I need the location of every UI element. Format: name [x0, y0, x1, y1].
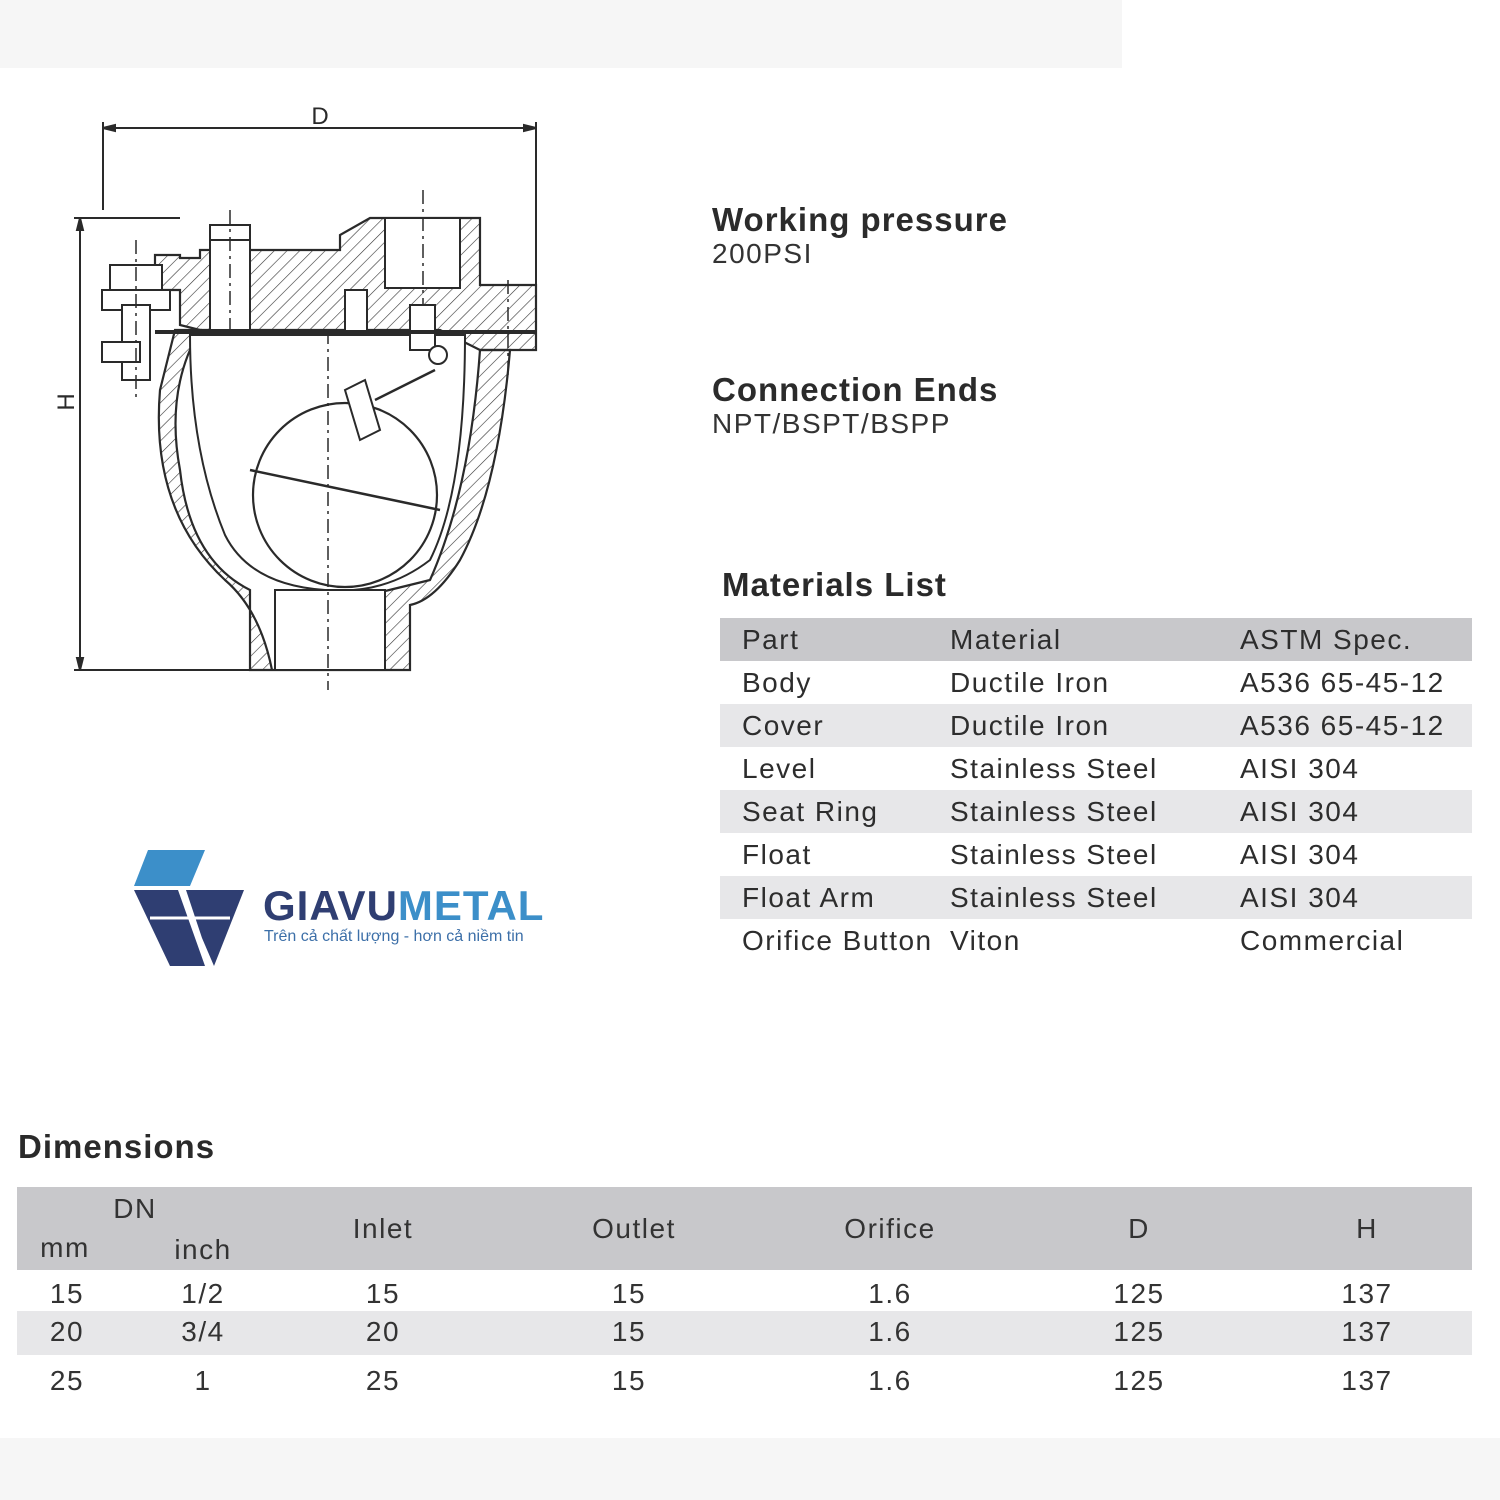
part-cell: Orifice Button — [742, 924, 933, 956]
part-cell: Float Arm — [720, 876, 950, 919]
table-row — [17, 1360, 1472, 1404]
material-cell: Stainless Steel — [950, 752, 1158, 784]
bottom-band — [0, 1438, 1500, 1500]
material-cell: Viton — [950, 924, 1021, 956]
astm-cell: AISI 304 — [1240, 838, 1360, 870]
spec-connection-ends — [712, 372, 998, 440]
d-cell: 125 — [1113, 1278, 1165, 1309]
table-row — [17, 1311, 1472, 1355]
company-logo — [130, 848, 570, 968]
top-band — [0, 0, 1122, 68]
header-inlet: Inlet — [352, 1213, 414, 1244]
part-cell: Body — [742, 666, 812, 698]
header-mm: mm — [40, 1232, 90, 1263]
header-material: Material — [950, 618, 1218, 661]
material-cell: Stainless Steel — [950, 876, 1218, 919]
h-cell: 137 — [1341, 1278, 1393, 1309]
header-astm: ASTM Spec. — [1218, 618, 1472, 661]
logo-mark-icon — [130, 848, 245, 968]
header-part: Part — [720, 618, 950, 661]
material-cell: Stainless Steel — [950, 790, 1218, 833]
astm-cell: Commercial — [1240, 924, 1405, 956]
dim-h-label: H — [53, 393, 80, 411]
brand-name — [263, 882, 544, 930]
header-outlet: Outlet — [592, 1213, 676, 1244]
material-cell: Ductile Iron — [950, 704, 1218, 747]
outlet-cell: 15 — [611, 1316, 647, 1347]
valve-technical-drawing — [40, 90, 580, 700]
orifice-cell: 1.6 — [868, 1365, 912, 1396]
astm-cell: AISI 304 — [1240, 752, 1360, 784]
brand-tagline: Trên cả chất lượng - hơn cả niềm tin — [264, 928, 524, 945]
inch-cell: 1 — [194, 1365, 212, 1396]
astm-cell: AISI 304 — [1218, 790, 1472, 833]
d-cell: 125 — [1113, 1316, 1165, 1347]
table-row — [720, 790, 1472, 833]
inlet-cell: 25 — [365, 1365, 401, 1396]
material-cell: Stainless Steel — [950, 838, 1158, 870]
part-cell: Seat Ring — [720, 790, 950, 833]
working-pressure-value: 200PSI — [712, 238, 813, 269]
materials-title: Materials List — [722, 566, 947, 603]
working-pressure-label: Working pressure — [712, 201, 1008, 238]
connection-ends-value: NPT/BSPT/BSPP — [712, 408, 951, 439]
astm-cell: AISI 304 — [1218, 876, 1472, 919]
outlet-cell: 15 — [611, 1278, 647, 1309]
d-cell: 125 — [1113, 1365, 1165, 1396]
inlet-cell: 15 — [365, 1278, 401, 1309]
orifice-cell: 1.6 — [868, 1278, 912, 1309]
spec-working-pressure — [712, 202, 1008, 270]
inlet-cell: 20 — [365, 1316, 401, 1347]
part-cell: Level — [742, 752, 817, 784]
header-inch: inch — [174, 1234, 232, 1265]
materials-header-row — [720, 618, 1472, 661]
inch-cell: 1/2 — [181, 1278, 225, 1309]
astm-cell: A536 65-45-12 — [1240, 666, 1445, 698]
mm-cell: 20 — [49, 1316, 85, 1347]
astm-cell: A536 65-45-12 — [1218, 704, 1472, 747]
dimensions-title: Dimensions — [18, 1128, 216, 1165]
header-orifice: Orifice — [844, 1213, 936, 1244]
table-row — [720, 704, 1472, 747]
connection-ends-label: Connection Ends — [712, 371, 999, 408]
table-row — [720, 747, 1472, 790]
dim-d-label: D — [311, 103, 329, 130]
brand-part2: METAL — [397, 882, 545, 929]
orifice-cell: 1.6 — [868, 1316, 912, 1347]
table-row — [720, 661, 1472, 704]
h-cell: 137 — [1341, 1365, 1393, 1396]
table-row — [720, 833, 1472, 876]
outlet-cell: 15 — [611, 1365, 647, 1396]
part-cell: Cover — [720, 704, 950, 747]
header-dn: DN — [113, 1193, 157, 1224]
header-h: H — [1356, 1213, 1378, 1244]
table-row — [720, 876, 1472, 919]
h-cell: 137 — [1341, 1316, 1393, 1347]
header-d: D — [1128, 1213, 1150, 1244]
materials-table — [720, 618, 1472, 962]
table-row — [720, 919, 1472, 962]
part-cell: Float — [742, 838, 812, 870]
mm-cell: 25 — [49, 1365, 85, 1396]
mm-cell: 15 — [49, 1278, 85, 1309]
dimensions-header — [17, 1187, 1472, 1270]
brand-part1: GIAVU — [263, 882, 398, 929]
inch-cell: 3/4 — [181, 1316, 225, 1347]
material-cell: Ductile Iron — [950, 666, 1110, 698]
